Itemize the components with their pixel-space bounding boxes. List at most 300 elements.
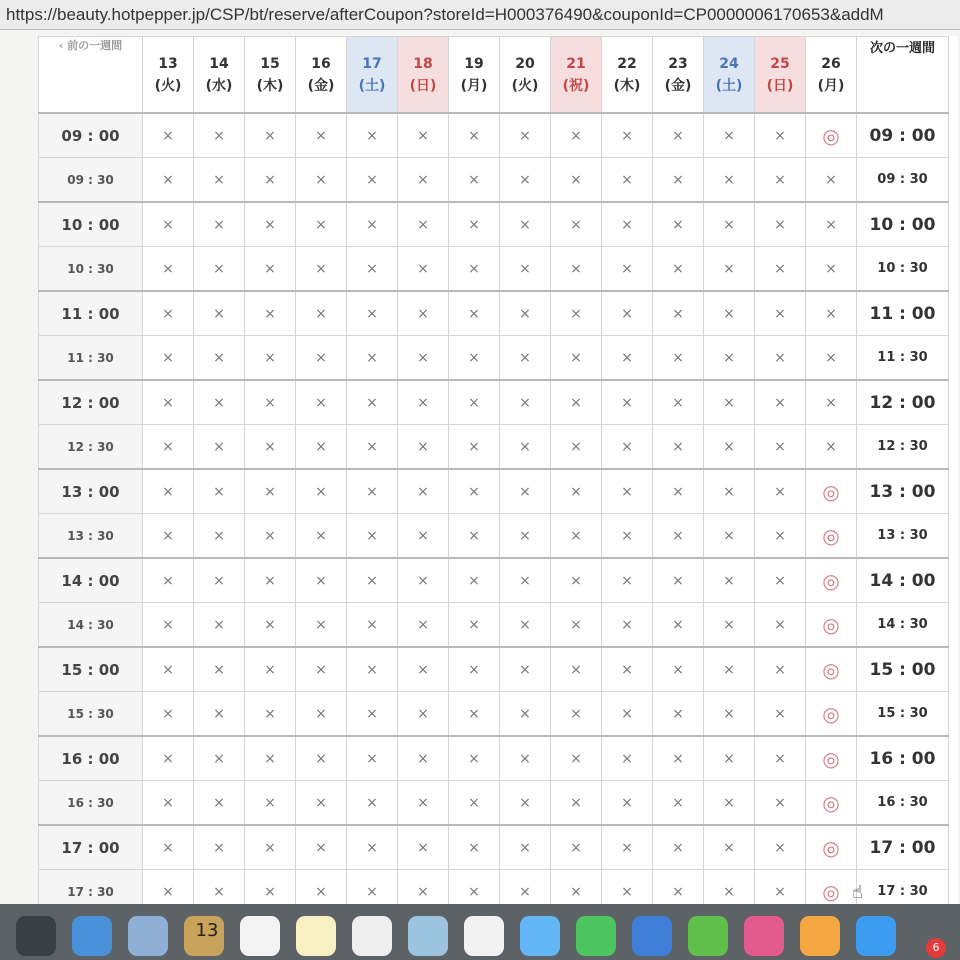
unavailable-slot: × [194, 558, 245, 603]
unavailable-slot: × [245, 247, 296, 292]
day-number: 15 [260, 55, 280, 72]
time-label-right: 10 : 00 [857, 202, 949, 247]
unavailable-slot: × [653, 514, 704, 559]
unavailable-slot: × [602, 736, 653, 781]
time-label-right: 16 : 00 [857, 736, 949, 781]
unavailable-slot: × [194, 202, 245, 247]
day-weekday: (木) [613, 77, 641, 94]
unavailable-slot: × [806, 291, 857, 336]
prev-week-link[interactable]: ‹ 前の一週間 [39, 37, 143, 114]
unavailable-slot: × [602, 558, 653, 603]
unavailable-slot: × [347, 514, 398, 559]
unavailable-slot: × [500, 425, 551, 470]
unavailable-slot: × [806, 202, 857, 247]
unavailable-slot: × [755, 336, 806, 381]
time-label-right: 17 : 00 [857, 825, 949, 870]
unavailable-slot: × [449, 825, 500, 870]
unavailable-slot: × [551, 825, 602, 870]
unavailable-slot: × [194, 469, 245, 514]
unavailable-slot: × [449, 514, 500, 559]
address-bar[interactable]: https://beauty.hotpepper.jp/CSP/bt/reserve/afterCoupon?storeId=H000376490&couponId=CP0000006170653&addM [0, 0, 960, 30]
time-row [39, 514, 949, 559]
unavailable-slot: × [704, 558, 755, 603]
unavailable-slot: × [245, 603, 296, 648]
unavailable-slot: × [653, 692, 704, 737]
unavailable-slot: × [806, 425, 857, 470]
unavailable-slot: × [653, 380, 704, 425]
time-label: 14 : 30 [39, 603, 143, 648]
calendar-day-number: 13 [195, 920, 219, 941]
unavailable-slot: × [602, 202, 653, 247]
unavailable-slot: × [806, 247, 857, 292]
time-label: 13 : 00 [39, 469, 143, 514]
unavailable-slot: × [347, 469, 398, 514]
time-row [39, 425, 949, 470]
unavailable-slot: × [398, 291, 449, 336]
unavailable-slot: × [347, 781, 398, 826]
time-row [39, 202, 949, 247]
unavailable-slot: × [704, 781, 755, 826]
unavailable-slot: × [602, 647, 653, 692]
available-slot[interactable]: ◎ [806, 603, 857, 648]
unavailable-slot: × [245, 202, 296, 247]
unavailable-slot: × [653, 158, 704, 203]
day-number: 25 [770, 55, 790, 72]
time-label: 14 : 00 [39, 558, 143, 603]
unavailable-slot: × [704, 736, 755, 781]
time-row [39, 647, 949, 692]
numbers-icon[interactable] [688, 916, 728, 956]
unavailable-slot: × [500, 336, 551, 381]
unavailable-slot: × [755, 736, 806, 781]
unavailable-slot: × [398, 870, 449, 905]
unavailable-slot: × [245, 291, 296, 336]
day-number: 23 [668, 55, 688, 72]
unavailable-slot: × [551, 425, 602, 470]
unavailable-slot: × [245, 781, 296, 826]
unavailable-slot: × [449, 647, 500, 692]
unavailable-slot: × [245, 558, 296, 603]
unavailable-slot: × [755, 291, 806, 336]
time-label-right: 11 : 30 [857, 336, 949, 381]
time-label: 10 : 00 [39, 202, 143, 247]
unavailable-slot: × [551, 291, 602, 336]
day-weekday: (金) [307, 77, 335, 94]
unavailable-slot: × [551, 558, 602, 603]
day-header [143, 37, 194, 114]
books-icon[interactable] [800, 916, 840, 956]
unavailable-slot: × [449, 380, 500, 425]
unavailable-slot: × [296, 202, 347, 247]
unavailable-slot: × [398, 380, 449, 425]
day-number: 26 [821, 55, 841, 72]
unavailable-slot: × [398, 692, 449, 737]
time-label-right: 11 : 00 [857, 291, 949, 336]
day-weekday: (祝) [562, 77, 590, 94]
unavailable-slot: × [296, 692, 347, 737]
app-store-icon[interactable] [856, 916, 896, 956]
unavailable-slot: × [398, 158, 449, 203]
unavailable-slot: × [551, 514, 602, 559]
unavailable-slot: × [245, 825, 296, 870]
time-row [39, 781, 949, 826]
unavailable-slot: × [245, 469, 296, 514]
unavailable-slot: × [296, 647, 347, 692]
unavailable-slot: × [449, 158, 500, 203]
available-slot[interactable]: ◎ [806, 781, 857, 826]
time-label: 16 : 00 [39, 736, 143, 781]
unavailable-slot: × [551, 692, 602, 737]
available-slot[interactable]: ◎ [806, 870, 857, 905]
day-header [398, 37, 449, 114]
day-header [296, 37, 347, 114]
day-number: 14 [209, 55, 229, 72]
unavailable-slot: × [704, 425, 755, 470]
unavailable-slot: × [143, 870, 194, 905]
time-label: 15 : 00 [39, 647, 143, 692]
available-slot[interactable]: ◎ [806, 469, 857, 514]
unavailable-slot: × [245, 158, 296, 203]
photos-icon[interactable] [464, 916, 504, 956]
unavailable-slot: × [653, 247, 704, 292]
unavailable-slot: × [500, 870, 551, 905]
unavailable-slot: × [500, 202, 551, 247]
unavailable-slot: × [245, 870, 296, 905]
unavailable-slot: × [143, 425, 194, 470]
time-label: 09 : 30 [39, 158, 143, 203]
unavailable-slot: × [653, 291, 704, 336]
unavailable-slot: × [704, 692, 755, 737]
unavailable-slot: × [500, 158, 551, 203]
unavailable-slot: × [245, 425, 296, 470]
day-header [194, 37, 245, 114]
unavailable-slot: × [500, 291, 551, 336]
unavailable-slot: × [449, 336, 500, 381]
day-weekday: (日) [409, 77, 437, 94]
day-header [551, 37, 602, 114]
unavailable-slot: × [551, 113, 602, 158]
time-label: 11 : 00 [39, 291, 143, 336]
unavailable-slot: × [653, 425, 704, 470]
reminders-icon[interactable] [352, 916, 392, 956]
unavailable-slot: × [500, 692, 551, 737]
unavailable-slot: × [296, 870, 347, 905]
unavailable-slot: × [755, 469, 806, 514]
unavailable-slot: × [143, 692, 194, 737]
unavailable-slot: × [449, 291, 500, 336]
unavailable-slot: × [551, 469, 602, 514]
unavailable-slot: × [500, 247, 551, 292]
unavailable-slot: × [296, 469, 347, 514]
unavailable-slot: × [347, 692, 398, 737]
notification-badge: 6 [926, 938, 946, 958]
day-number: 21 [566, 55, 586, 72]
unavailable-slot: × [500, 469, 551, 514]
unavailable-slot: × [296, 736, 347, 781]
time-label: 11 : 30 [39, 336, 143, 381]
unavailable-slot: × [704, 158, 755, 203]
unavailable-slot: × [296, 380, 347, 425]
unavailable-slot: × [296, 781, 347, 826]
day-weekday: (月) [460, 77, 488, 94]
notes-icon[interactable] [296, 916, 336, 956]
unavailable-slot: × [194, 736, 245, 781]
unavailable-slot: × [245, 336, 296, 381]
unavailable-slot: × [296, 158, 347, 203]
available-slot[interactable]: ◎ [806, 647, 857, 692]
unavailable-slot: × [704, 469, 755, 514]
unavailable-slot: × [755, 603, 806, 648]
unavailable-slot: × [755, 425, 806, 470]
calendar-icon[interactable] [240, 916, 280, 956]
time-row [39, 336, 949, 381]
unavailable-slot: × [347, 736, 398, 781]
unavailable-slot: × [602, 781, 653, 826]
itunes-icon[interactable] [744, 916, 784, 956]
time-label-right: 12 : 30 [857, 425, 949, 470]
unavailable-slot: × [653, 825, 704, 870]
unavailable-slot: × [194, 514, 245, 559]
unavailable-slot: × [296, 291, 347, 336]
unavailable-slot: × [398, 647, 449, 692]
image-capture-icon[interactable] [408, 916, 448, 956]
launchpad-icon[interactable] [72, 916, 112, 956]
availability-table [38, 36, 949, 904]
day-number: 16 [311, 55, 331, 72]
unavailable-slot: × [143, 647, 194, 692]
time-label-right: 09 : 30 [857, 158, 949, 203]
unavailable-slot: × [602, 158, 653, 203]
unavailable-slot: × [194, 781, 245, 826]
unavailable-slot: × [806, 380, 857, 425]
unavailable-slot: × [653, 870, 704, 905]
unavailable-slot: × [755, 692, 806, 737]
unavailable-slot: × [194, 336, 245, 381]
unavailable-slot: × [500, 514, 551, 559]
unavailable-slot: × [245, 380, 296, 425]
dock [0, 904, 960, 960]
day-header [602, 37, 653, 114]
unavailable-slot: × [143, 825, 194, 870]
unavailable-slot: × [755, 514, 806, 559]
unavailable-slot: × [143, 202, 194, 247]
available-slot[interactable]: ◎ [806, 113, 857, 158]
unavailable-slot: × [245, 647, 296, 692]
unavailable-slot: × [755, 380, 806, 425]
day-header [347, 37, 398, 114]
unavailable-slot: × [602, 113, 653, 158]
unavailable-slot: × [245, 692, 296, 737]
unavailable-slot: × [347, 247, 398, 292]
day-number: 20 [515, 55, 535, 72]
unavailable-slot: × [551, 202, 602, 247]
unavailable-slot: × [755, 781, 806, 826]
day-weekday: (月) [817, 77, 845, 94]
next-week-link[interactable]: 次の一週間 [857, 37, 949, 114]
unavailable-slot: × [500, 781, 551, 826]
day-number: 24 [719, 55, 739, 72]
day-weekday: (金) [664, 77, 692, 94]
unavailable-slot: × [194, 425, 245, 470]
unavailable-slot: × [755, 647, 806, 692]
unavailable-slot: × [398, 247, 449, 292]
unavailable-slot: × [602, 825, 653, 870]
day-header [500, 37, 551, 114]
unavailable-slot: × [398, 781, 449, 826]
time-label-right: 15 : 00 [857, 647, 949, 692]
unavailable-slot: × [704, 603, 755, 648]
unavailable-slot: × [194, 380, 245, 425]
unavailable-slot: × [602, 692, 653, 737]
unavailable-slot: × [449, 603, 500, 648]
unavailable-slot: × [500, 380, 551, 425]
unavailable-slot: × [398, 736, 449, 781]
unavailable-slot: × [347, 825, 398, 870]
keynote-icon[interactable] [632, 916, 672, 956]
unavailable-slot: × [653, 202, 704, 247]
time-label: 16 : 30 [39, 781, 143, 826]
unavailable-slot: × [194, 647, 245, 692]
unavailable-slot: × [704, 202, 755, 247]
time-label: 15 : 30 [39, 692, 143, 737]
finder-icon[interactable] [16, 916, 56, 956]
unavailable-slot: × [704, 870, 755, 905]
unavailable-slot: × [398, 113, 449, 158]
day-header [806, 37, 857, 114]
unavailable-slot: × [602, 247, 653, 292]
time-label-right: 14 : 30 [857, 603, 949, 648]
unavailable-slot: × [449, 113, 500, 158]
time-label-right: 10 : 30 [857, 247, 949, 292]
unavailable-slot: × [704, 514, 755, 559]
day-number: 18 [413, 55, 433, 72]
unavailable-slot: × [143, 380, 194, 425]
unavailable-slot: × [296, 425, 347, 470]
unavailable-slot: × [449, 425, 500, 470]
available-slot[interactable]: ◎ [806, 736, 857, 781]
unavailable-slot: × [653, 113, 704, 158]
unavailable-slot: × [500, 736, 551, 781]
unavailable-slot: × [755, 113, 806, 158]
unavailable-slot: × [500, 558, 551, 603]
available-slot[interactable]: ◎ [806, 692, 857, 737]
available-slot[interactable]: ◎ [806, 514, 857, 559]
unavailable-slot: × [653, 469, 704, 514]
unavailable-slot: × [143, 469, 194, 514]
unavailable-slot: × [398, 425, 449, 470]
time-label: 12 : 30 [39, 425, 143, 470]
time-label-right: 13 : 30 [857, 514, 949, 559]
unavailable-slot: × [194, 247, 245, 292]
unavailable-slot: × [347, 113, 398, 158]
unavailable-slot: × [653, 647, 704, 692]
available-slot[interactable]: ◎ [806, 558, 857, 603]
unavailable-slot: × [347, 558, 398, 603]
unavailable-slot: × [653, 603, 704, 648]
day-weekday: (土) [358, 77, 386, 94]
facetime-icon[interactable] [576, 916, 616, 956]
unavailable-slot: × [398, 514, 449, 559]
unavailable-slot: × [347, 291, 398, 336]
unavailable-slot: × [398, 202, 449, 247]
day-header [653, 37, 704, 114]
day-weekday: (土) [715, 77, 743, 94]
unavailable-slot: × [653, 781, 704, 826]
unavailable-slot: × [347, 647, 398, 692]
day-number: 17 [362, 55, 382, 72]
day-header [245, 37, 296, 114]
time-row [39, 558, 949, 603]
messages-icon[interactable] [520, 916, 560, 956]
time-row [39, 870, 949, 905]
unavailable-slot: × [296, 558, 347, 603]
unavailable-slot: × [449, 870, 500, 905]
unavailable-slot: × [143, 558, 194, 603]
unavailable-slot: × [704, 247, 755, 292]
unavailable-slot: × [551, 336, 602, 381]
unavailable-slot: × [551, 603, 602, 648]
day-header [449, 37, 500, 114]
unavailable-slot: × [398, 603, 449, 648]
unavailable-slot: × [602, 603, 653, 648]
unavailable-slot: × [500, 603, 551, 648]
preview-icon[interactable] [128, 916, 168, 956]
unavailable-slot: × [551, 158, 602, 203]
unavailable-slot: × [551, 736, 602, 781]
unavailable-slot: × [194, 870, 245, 905]
time-label-right: 12 : 00 [857, 380, 949, 425]
unavailable-slot: × [704, 647, 755, 692]
time-label-right: 09 : 00 [857, 113, 949, 158]
time-row [39, 380, 949, 425]
unavailable-slot: × [245, 113, 296, 158]
unavailable-slot: × [704, 380, 755, 425]
unavailable-slot: × [704, 113, 755, 158]
unavailable-slot: × [143, 158, 194, 203]
day-number: 13 [158, 55, 178, 72]
day-number: 19 [464, 55, 484, 72]
unavailable-slot: × [347, 380, 398, 425]
time-label: 12 : 00 [39, 380, 143, 425]
unavailable-slot: × [296, 603, 347, 648]
unavailable-slot: × [755, 247, 806, 292]
unavailable-slot: × [347, 158, 398, 203]
unavailable-slot: × [704, 291, 755, 336]
day-weekday: (火) [511, 77, 539, 94]
day-header [704, 37, 755, 114]
unavailable-slot: × [398, 469, 449, 514]
day-number: 22 [617, 55, 637, 72]
available-slot[interactable]: ◎ [806, 825, 857, 870]
unavailable-slot: × [551, 647, 602, 692]
unavailable-slot: × [755, 870, 806, 905]
time-label-right: 14 : 00 [857, 558, 949, 603]
unavailable-slot: × [653, 558, 704, 603]
unavailable-slot: × [296, 247, 347, 292]
day-header [755, 37, 806, 114]
unavailable-slot: × [602, 336, 653, 381]
unavailable-slot: × [245, 736, 296, 781]
unavailable-slot: × [143, 247, 194, 292]
unavailable-slot: × [449, 469, 500, 514]
unavailable-slot: × [143, 781, 194, 826]
unavailable-slot: × [551, 247, 602, 292]
unavailable-slot: × [806, 158, 857, 203]
unavailable-slot: × [653, 336, 704, 381]
unavailable-slot: × [602, 469, 653, 514]
unavailable-slot: × [194, 291, 245, 336]
time-row [39, 113, 949, 158]
